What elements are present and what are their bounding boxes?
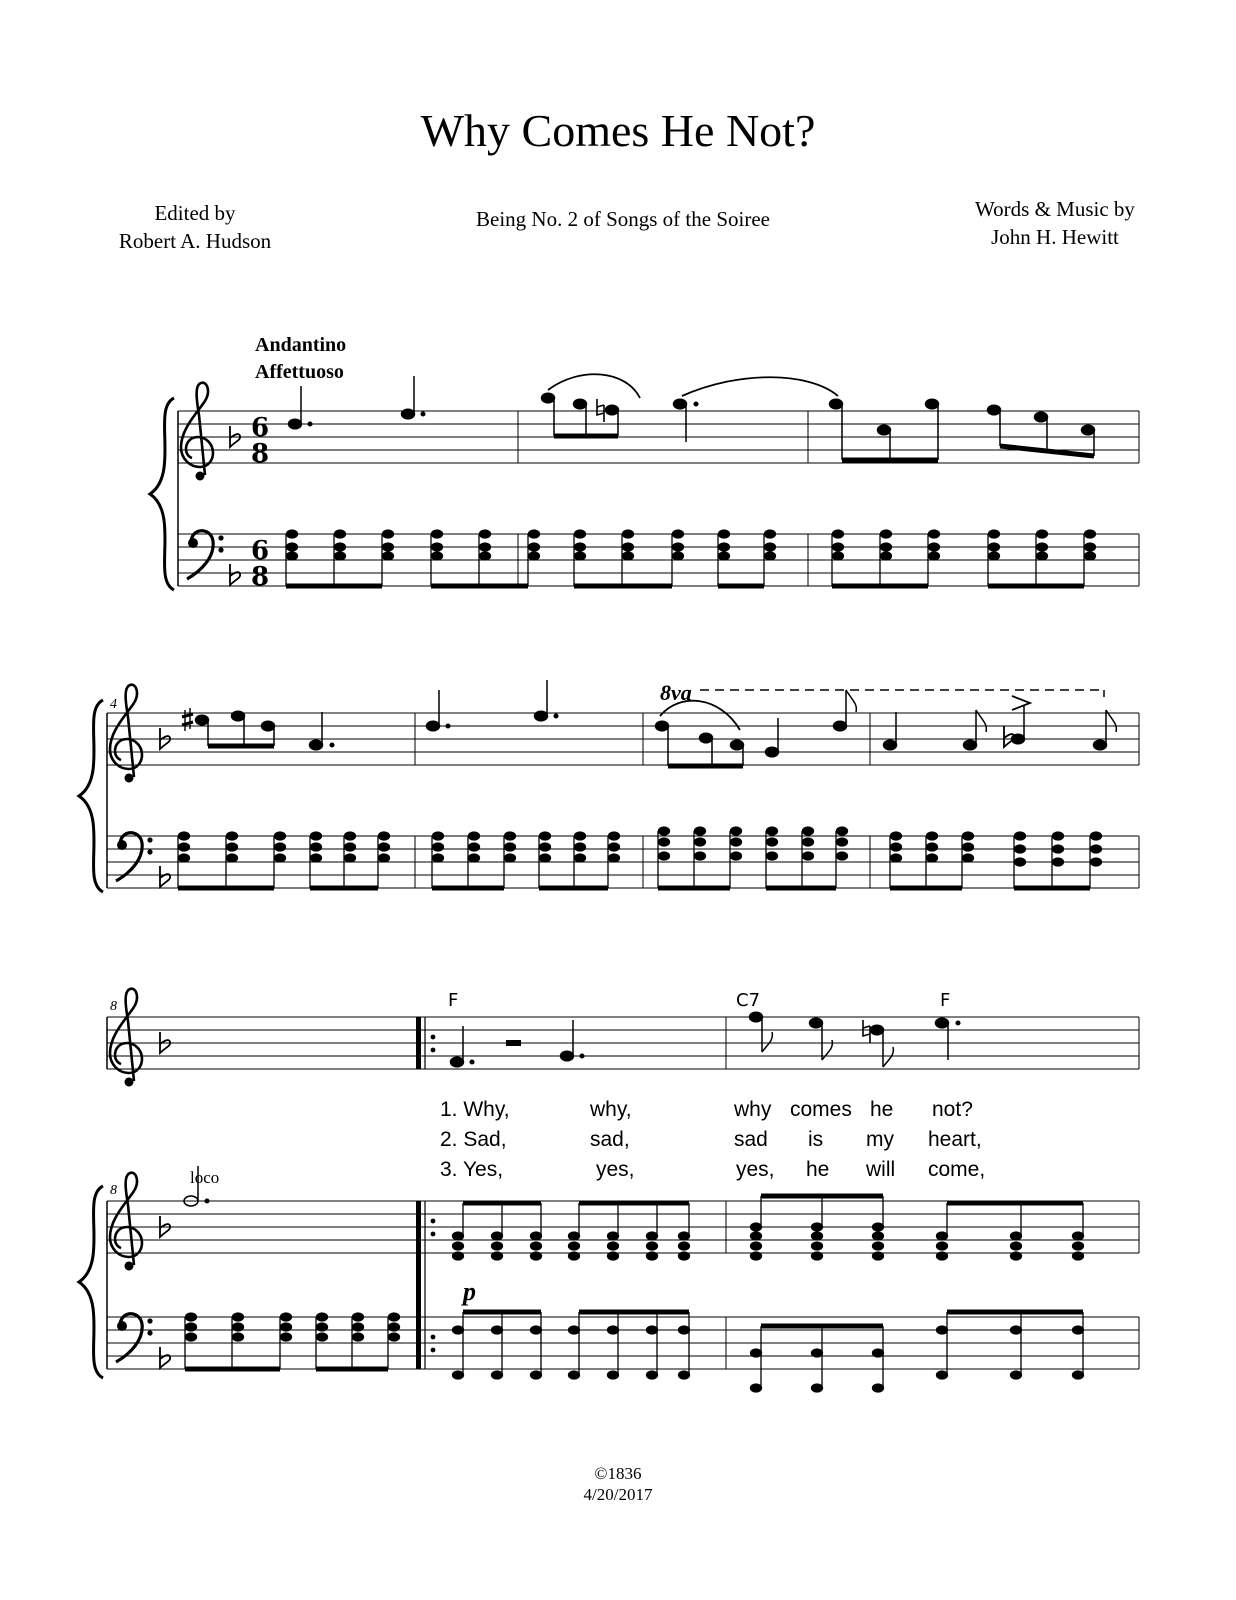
lyrics <box>440 1098 985 1181</box>
footer <box>0 1463 1236 1505</box>
bass-clef-icon <box>187 531 224 579</box>
editor-name: Robert A. Hudson <box>118 229 272 253</box>
chord-symbol: F <box>448 990 459 1011</box>
subtitle: Being No. 2 of Songs of the Soiree <box>476 207 770 231</box>
lyric-syllable: yes, <box>736 1158 775 1181</box>
lyric-syllable: yes, <box>596 1158 635 1181</box>
ottava-marking: 8va <box>660 680 692 705</box>
lyric-syllable: heart, <box>928 1128 982 1151</box>
lyric-syllable: he <box>870 1098 894 1121</box>
flat-key-signature-icon <box>160 866 170 887</box>
lyric-syllable: sad, <box>590 1128 630 1151</box>
time-signature-top: 6 <box>250 413 270 443</box>
lyric-syllable: will <box>866 1158 896 1181</box>
treble-clef-icon <box>181 383 213 481</box>
time-signature-bottom: 8 <box>250 439 270 469</box>
chord-symbol: C7 <box>736 990 761 1011</box>
measure-number: 4 <box>110 697 117 712</box>
composer-label: Words & Music by <box>975 197 1135 221</box>
lyric-syllable: 1. Why, <box>440 1098 510 1121</box>
lyric-syllable: why, <box>590 1098 632 1121</box>
bass-clef-icon <box>116 1314 153 1362</box>
lyric-syllable: sad <box>734 1128 768 1151</box>
bass-clef-icon <box>116 833 153 881</box>
whole-rest-icon <box>506 1040 521 1046</box>
chord-symbols <box>448 990 950 1011</box>
time-signature-top: 6 <box>250 536 270 566</box>
dynamic-marking: p <box>463 1277 476 1306</box>
composer-name: John H. Hewitt <box>991 225 1119 249</box>
measure-number: 8 <box>110 1183 117 1198</box>
brace-icon <box>150 398 174 590</box>
measure-number: 8 <box>110 999 117 1014</box>
chord-symbol: F <box>940 990 951 1011</box>
system-3 <box>79 989 1139 1392</box>
flat-key-signature-icon <box>160 1347 170 1368</box>
lyric-syllable: 3. Yes, <box>440 1158 504 1181</box>
loco-marking: loco <box>190 1168 220 1187</box>
system-1 <box>150 374 1139 592</box>
lyric-syllable: is <box>808 1128 824 1151</box>
repeat-barline <box>416 1017 435 1369</box>
page-title: Why Comes He Not? <box>420 105 816 156</box>
system-2 <box>79 680 1139 892</box>
lyric-syllable: come, <box>928 1158 986 1181</box>
lyric-syllable: 2. Sad, <box>440 1128 507 1151</box>
date: 4/20/2017 <box>583 1485 653 1504</box>
lyric-syllable: my <box>866 1128 894 1151</box>
brace-icon <box>79 700 103 892</box>
editor-label: Edited by <box>154 201 236 225</box>
lyric-syllable: not? <box>932 1098 973 1121</box>
lyric-syllable: comes <box>790 1098 852 1121</box>
time-signature-bottom: 8 <box>250 562 270 592</box>
flat-key-signature-icon <box>230 564 240 585</box>
tempo-line-2: Affettuoso <box>255 361 344 383</box>
lyric-syllable: he <box>806 1158 830 1181</box>
lyric-syllable: why <box>734 1098 772 1121</box>
tempo-line-1: Andantino <box>255 334 347 356</box>
copyright: ©1836 <box>594 1464 642 1483</box>
brace-icon <box>79 1186 103 1378</box>
